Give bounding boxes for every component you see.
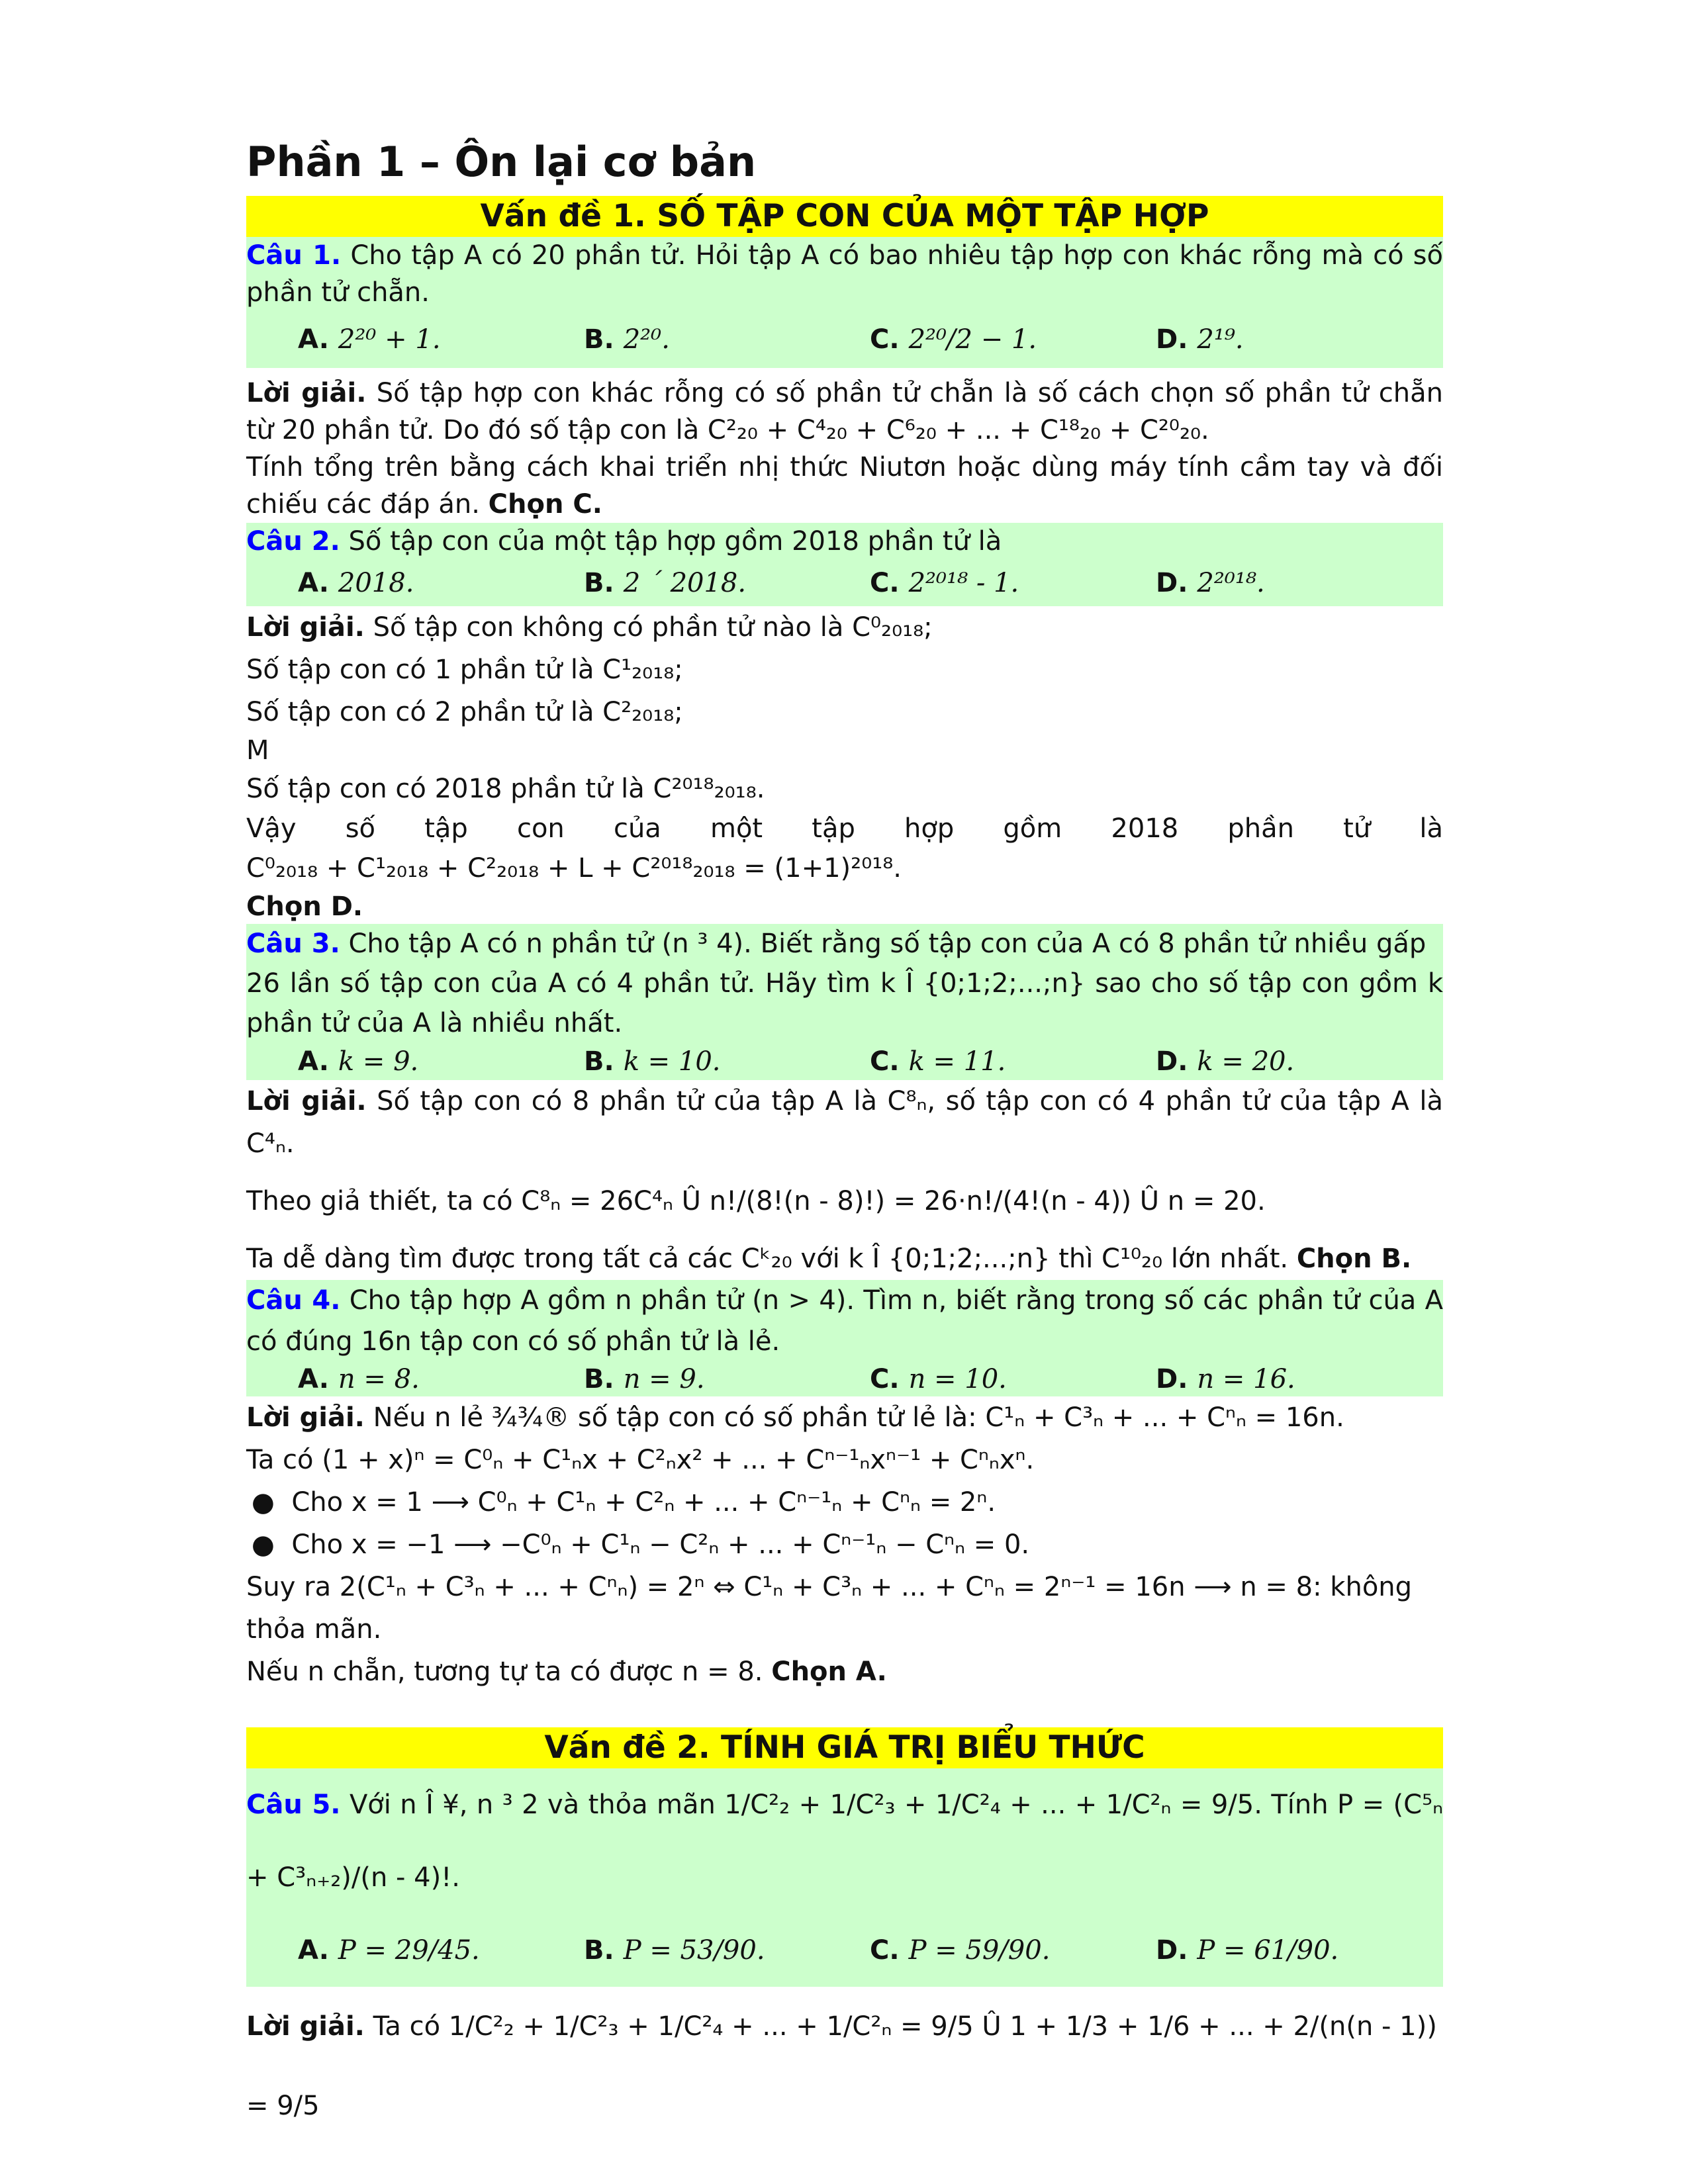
- solution-4-bullet: ● Cho x = −1 ⟶ −C⁰ₙ + C¹ₙ − C²ₙ + ... + Cⁿ⁻¹ₙ − Cⁿₙ = 0.: [252, 1529, 1030, 1560]
- solution-4-line: Nếu n chẵn, tương tự ta có được n = 8. Chọn A.: [246, 1657, 887, 1687]
- question-2-options: [246, 560, 1443, 606]
- solution-5-label: Lời giải.: [246, 2011, 365, 2042]
- solution-1-choice: Chọn C.: [488, 489, 602, 520]
- option-c: C. 2²⁰/2 − 1.: [870, 324, 1037, 355]
- solution-3-label: Lời giải.: [246, 1086, 367, 1116]
- question-1-text: [246, 237, 1443, 311]
- solution-2-line: Số tập con có 2 phần tử là C²₂₀₁₈;: [246, 697, 683, 727]
- solution-4-line: Ta có (1 + x)ⁿ = C⁰ₙ + C¹ₙx + C²ₙx² + ... + Cⁿ⁻¹ₙxⁿ⁻¹ + Cⁿₙxⁿ.: [246, 1445, 1035, 1475]
- solution-2-line: Vậy số tập con của một tập hợp gồm 2018 phần tử là: [246, 813, 1443, 844]
- question-4-text: Câu 4. Cho tập hợp A gồm n phần tử (n > 4). Tìm n, biết rằng trong số các phần tử của A có đúng 16n tập con có số phần tử là lẻ.: [246, 1285, 1444, 1357]
- question-5-text: Câu 5. Với n Î ¥, n ³ 2 và thỏa mãn 1/C²₂ + 1/C²₃ + 1/C²₄ + ... + 1/C²ₙ = 9/5. Tính P = (C⁵ₙ + C³ₙ₊₂)/(n - 4)!.: [246, 1790, 1444, 1893]
- document-page: [246, 132, 1443, 2146]
- question-3-text-2: 26 lần số tập con của A có 4 phần tử. Hãy tìm k Î {0;1;2;...;n} sao cho số tập con gồm k phần tử của A là nhiều nhất.: [246, 968, 1443, 1038]
- solution-3-line: Theo giả thiết, ta có C⁸ₙ = 26C⁴ₙ Û n!/(8!(n - 8)!) = 26·n!/(4!(n - 4)) Û n = 20.: [246, 1186, 1266, 1216]
- option-b: B. 2 ´ 2018.: [584, 568, 747, 598]
- question-4-label: Câu 4.: [246, 1285, 341, 1316]
- solution-4-label: Lời giải.: [246, 1402, 365, 1433]
- option-c: C. n = 10.: [870, 1364, 1007, 1394]
- solution-2-line: C⁰₂₀₁₈ + C¹₂₀₁₈ + C²₂₀₁₈ + L + C²⁰¹⁸₂₀₁₈ = (1+1)²⁰¹⁸.: [246, 853, 902, 884]
- option-a: A. k = 9.: [298, 1046, 419, 1077]
- solution-3-line: Ta dễ dàng tìm được trong tất cả các Cᵏ₂₀ với k Î {0;1;2;...;n} thì C¹⁰₂₀ lớn nhất. Chọn B.: [246, 1244, 1412, 1274]
- option-a: A. 2²⁰ + 1.: [298, 324, 441, 355]
- solution-1-label: Lời giải.: [246, 378, 367, 408]
- option-a: A. 2018.: [298, 568, 414, 598]
- option-d: D. n = 16.: [1156, 1364, 1295, 1394]
- question-1-body: Cho tập A có 20 phần tử. Hỏi tập A có bao nhiêu tập hợp con khác rỗng mà có số phần tử chẵn.: [246, 240, 1443, 308]
- solution-4-choice: Chọn A.: [771, 1657, 887, 1687]
- question-3-text: Câu 3. Cho tập A có n phần tử (n ³ 4). Biết rằng số tập con của A có 8 phần tử nhiều gấp: [246, 929, 1427, 959]
- option-c: C. 2²⁰¹⁸ - 1.: [870, 568, 1019, 598]
- option-b: B. P = 53/90.: [584, 1935, 765, 1966]
- option-d: D. P = 61/90.: [1156, 1935, 1339, 1966]
- question-1-options: [246, 311, 1443, 368]
- solution-3: Lời giải. Số tập con có 8 phần tử của tập A là C⁸ₙ, số tập con có 4 phần tử của tập A là C⁴ₙ.: [246, 1086, 1444, 1159]
- solution-2-choice: Chọn D.: [246, 891, 363, 922]
- topic-2-heading: Vấn đề 2. TÍNH GIÁ TRỊ BIỂU THỨC: [246, 1727, 1443, 1768]
- question-3-options: [246, 1043, 1443, 1080]
- solution-4-bullet: ● Cho x = 1 ⟶ C⁰ₙ + C¹ₙ + C²ₙ + ... + Cⁿ⁻¹ₙ + Cⁿₙ = 2ⁿ.: [252, 1487, 996, 1518]
- question-2-block: [246, 523, 1443, 606]
- question-3-label: Câu 3.: [246, 929, 340, 959]
- solution-2-line: Số tập con có 2018 phần tử là C²⁰¹⁸₂₀₁₈.: [246, 774, 765, 804]
- part-title: Phần 1 – Ôn lại cơ bản: [246, 138, 757, 186]
- solution-1-note: Tính tổng trên bằng cách khai triển nhị thức Niutơn hoặc dùng máy tính cầm tay và đối chiếu các đáp án. Chọn C.: [246, 452, 1443, 520]
- question-4-options: [246, 1362, 1443, 1396]
- solution-5: Lời giải. Ta có 1/C²₂ + 1/C²₃ + 1/C²₄ + ... + 1/C²ₙ = 9/5 Û 1 + 1/3 + 1/6 + ... + 2/(n(n - 1)) = 9/5: [246, 2011, 1437, 2121]
- option-d: D. k = 20.: [1156, 1046, 1295, 1077]
- solution-3-choice: Chọn B.: [1296, 1244, 1412, 1274]
- option-a: A. n = 8.: [298, 1364, 420, 1394]
- option-d: D. 2²⁰¹⁸.: [1156, 568, 1265, 598]
- question-5-options: [246, 1914, 1443, 1987]
- spacer: [246, 1693, 1443, 1727]
- option-c: C. k = 11.: [870, 1046, 1006, 1077]
- question-1-label: Câu 1.: [246, 240, 342, 271]
- solution-4-line: Suy ra 2(C¹ₙ + C³ₙ + ... + Cⁿₙ) = 2ⁿ ⇔ C¹ₙ + C³ₙ + ... + Cⁿₙ = 2ⁿ⁻¹ = 16n ⟶ n = 8: không thỏa mãn.: [246, 1572, 1413, 1645]
- question-1-block: [246, 237, 1443, 368]
- solution-2-line: Số tập con có 1 phần tử là C¹₂₀₁₈;: [246, 655, 683, 685]
- bullet-icon: ●: [252, 1529, 292, 1560]
- solution-1: [246, 375, 1443, 449]
- topic-1-heading: Vấn đề 1. SỐ TẬP CON CỦA MỘT TẬP HỢP: [246, 196, 1443, 237]
- question-3-block: [246, 924, 1443, 1080]
- question-4-block: [246, 1280, 1443, 1396]
- question-5-block: [246, 1768, 1443, 1987]
- option-c: C. P = 59/90.: [870, 1935, 1051, 1966]
- solution-2-label: Lời giải.: [246, 612, 365, 643]
- question-2-label: Câu 2.: [246, 526, 340, 557]
- solution-4: Lời giải. Nếu n lẻ ¾¾® số tập con có số phần tử lẻ là: C¹ₙ + C³ₙ + ... + Cⁿₙ = 16n.: [246, 1402, 1344, 1433]
- option-a: A. P = 29/45.: [298, 1935, 480, 1966]
- solution-2: Lời giải. Số tập con không có phần tử nào là C⁰₂₀₁₈;: [246, 612, 933, 643]
- solution-1-text: Số tập hợp con khác rỗng có số phần tử chẵn là số cách chọn số phần tử chẵn từ 20 phần tử. Do đó số tập con là C²₂₀ + C⁴₂₀ + C⁶₂₀ + ... + C¹⁸₂₀ + C²⁰₂₀.: [246, 378, 1444, 445]
- question-2-body: Số tập con của một tập hợp gồm 2018 phần tử là: [348, 526, 1002, 557]
- option-d: D. 2¹⁹.: [1156, 324, 1244, 355]
- solution-2-line: M: [246, 735, 269, 766]
- option-b: B. k = 10.: [584, 1046, 721, 1077]
- question-5-label: Câu 5.: [246, 1790, 341, 1820]
- option-b: B. n = 9.: [584, 1364, 705, 1394]
- bullet-icon: ●: [252, 1487, 292, 1518]
- option-b: B. 2²⁰.: [584, 324, 670, 355]
- question-2-text: [246, 523, 1443, 560]
